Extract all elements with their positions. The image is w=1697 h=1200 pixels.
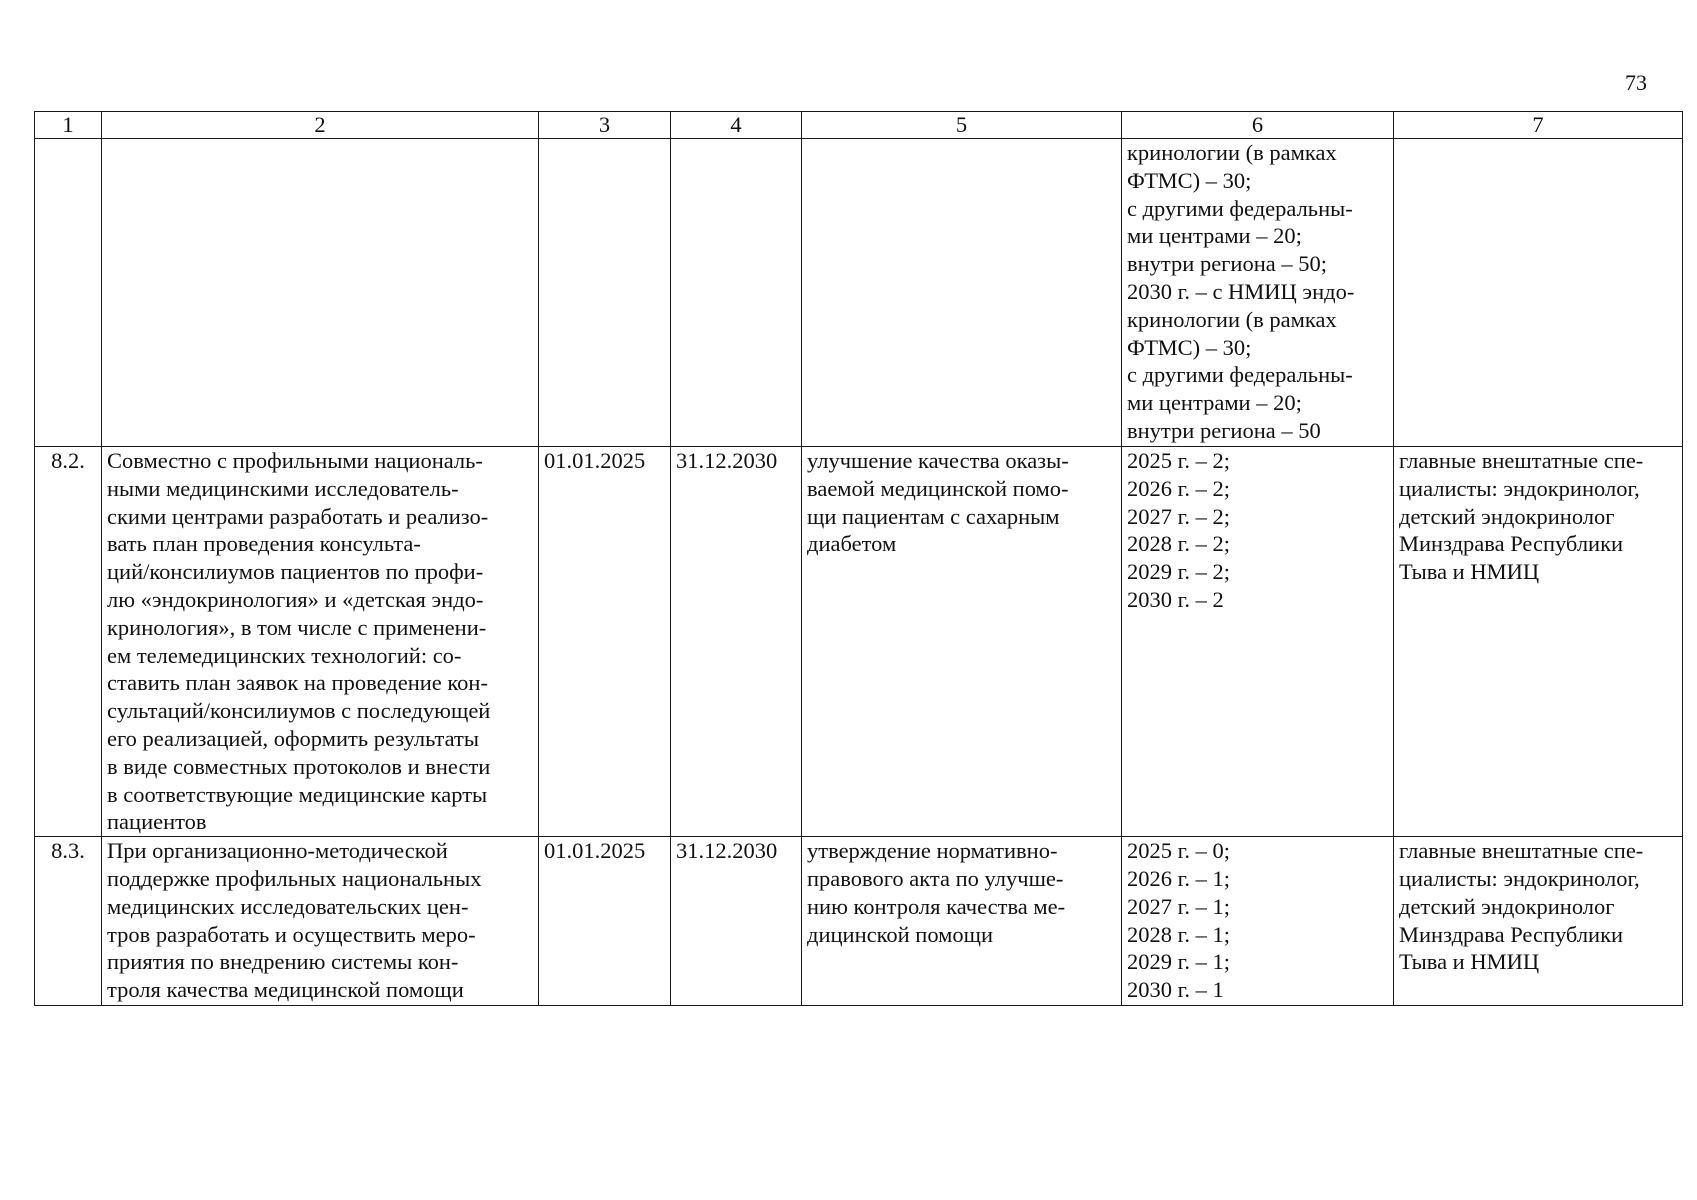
indicators-cell: кринологии (в рамках ФТМС) – 30; с другими федеральны- ми центрами – 20; внутри региона – 50; 2030 г. – с НМИЦ эндо- кринологии (в рамках ФТМС) – 30; с другими федеральны- ми центрами – 20; внутри региона – 50 bbox=[1122, 139, 1394, 447]
table-row bbox=[35, 139, 1683, 447]
item-number-cell: 8.3. bbox=[35, 837, 102, 1006]
activity-cell: Совместно с профильными националь- ными медицинскими исследователь- скими центрами разработать и реализо- вать план проведения консульта- ций/консилиумов пациентов по профи- лю «эндокринология» и «детская эндо- кринология», в том числе с применени- ем телемедицинских технологий: со- ставить план заявок на проведение кон- сультаций/консилиумов с последующей его реализацией, оформить результаты в виде совместных протоколов и внести в соответствующие медицинские карты пациентов bbox=[102, 447, 539, 837]
end-date-cell bbox=[671, 139, 802, 447]
column-header-3: 3 bbox=[539, 112, 671, 139]
column-header-2: 2 bbox=[102, 112, 539, 139]
table-row bbox=[35, 447, 1683, 837]
start-date-cell bbox=[539, 139, 671, 447]
activity-cell bbox=[102, 139, 539, 447]
start-date-cell: 01.01.2025 bbox=[539, 837, 671, 1006]
end-date-cell: 31.12.2030 bbox=[671, 837, 802, 1006]
responsible-cell bbox=[1394, 139, 1683, 447]
column-header-7: 7 bbox=[1394, 112, 1683, 139]
end-date-cell: 31.12.2030 bbox=[671, 447, 802, 837]
indicators-cell: 2025 г. – 2; 2026 г. – 2; 2027 г. – 2; 2028 г. – 2; 2029 г. – 2; 2030 г. – 2 bbox=[1122, 447, 1394, 837]
activities-table bbox=[34, 111, 1683, 1006]
header-row bbox=[35, 112, 1683, 139]
column-header-1: 1 bbox=[35, 112, 102, 139]
result-cell bbox=[802, 139, 1122, 447]
column-header-6: 6 bbox=[1122, 112, 1394, 139]
start-date-cell: 01.01.2025 bbox=[539, 447, 671, 837]
column-header-5: 5 bbox=[802, 112, 1122, 139]
column-header-4: 4 bbox=[671, 112, 802, 139]
indicators-cell: 2025 г. – 0; 2026 г. – 1; 2027 г. – 1; 2028 г. – 1; 2029 г. – 1; 2030 г. – 1 bbox=[1122, 837, 1394, 1006]
item-number-cell bbox=[35, 139, 102, 447]
activity-cell: При организационно-методической поддержке профильных национальных медицинских исследовательских цен- тров разработать и осуществить меро- приятия по внедрению системы кон- троля качества медицинской помощи bbox=[102, 837, 539, 1006]
item-number-cell: 8.2. bbox=[35, 447, 102, 837]
result-cell: улучшение качества оказы- ваемой медицинской помо- щи пациентам с сахарным диабетом bbox=[802, 447, 1122, 837]
page-number: 73 bbox=[1625, 70, 1647, 95]
responsible-cell: главные внештатные спе- циалисты: эндокринолог, детский эндокринолог Минздрава Республики Тыва и НМИЦ bbox=[1394, 837, 1683, 1006]
result-cell: утверждение нормативно- правового акта по улучше- нию контроля качества ме- дицинской помощи bbox=[802, 837, 1122, 1006]
responsible-cell: главные внештатные спе- циалисты: эндокринолог, детский эндокринолог Минздрава Республики Тыва и НМИЦ bbox=[1394, 447, 1683, 837]
table-row bbox=[35, 837, 1683, 1006]
